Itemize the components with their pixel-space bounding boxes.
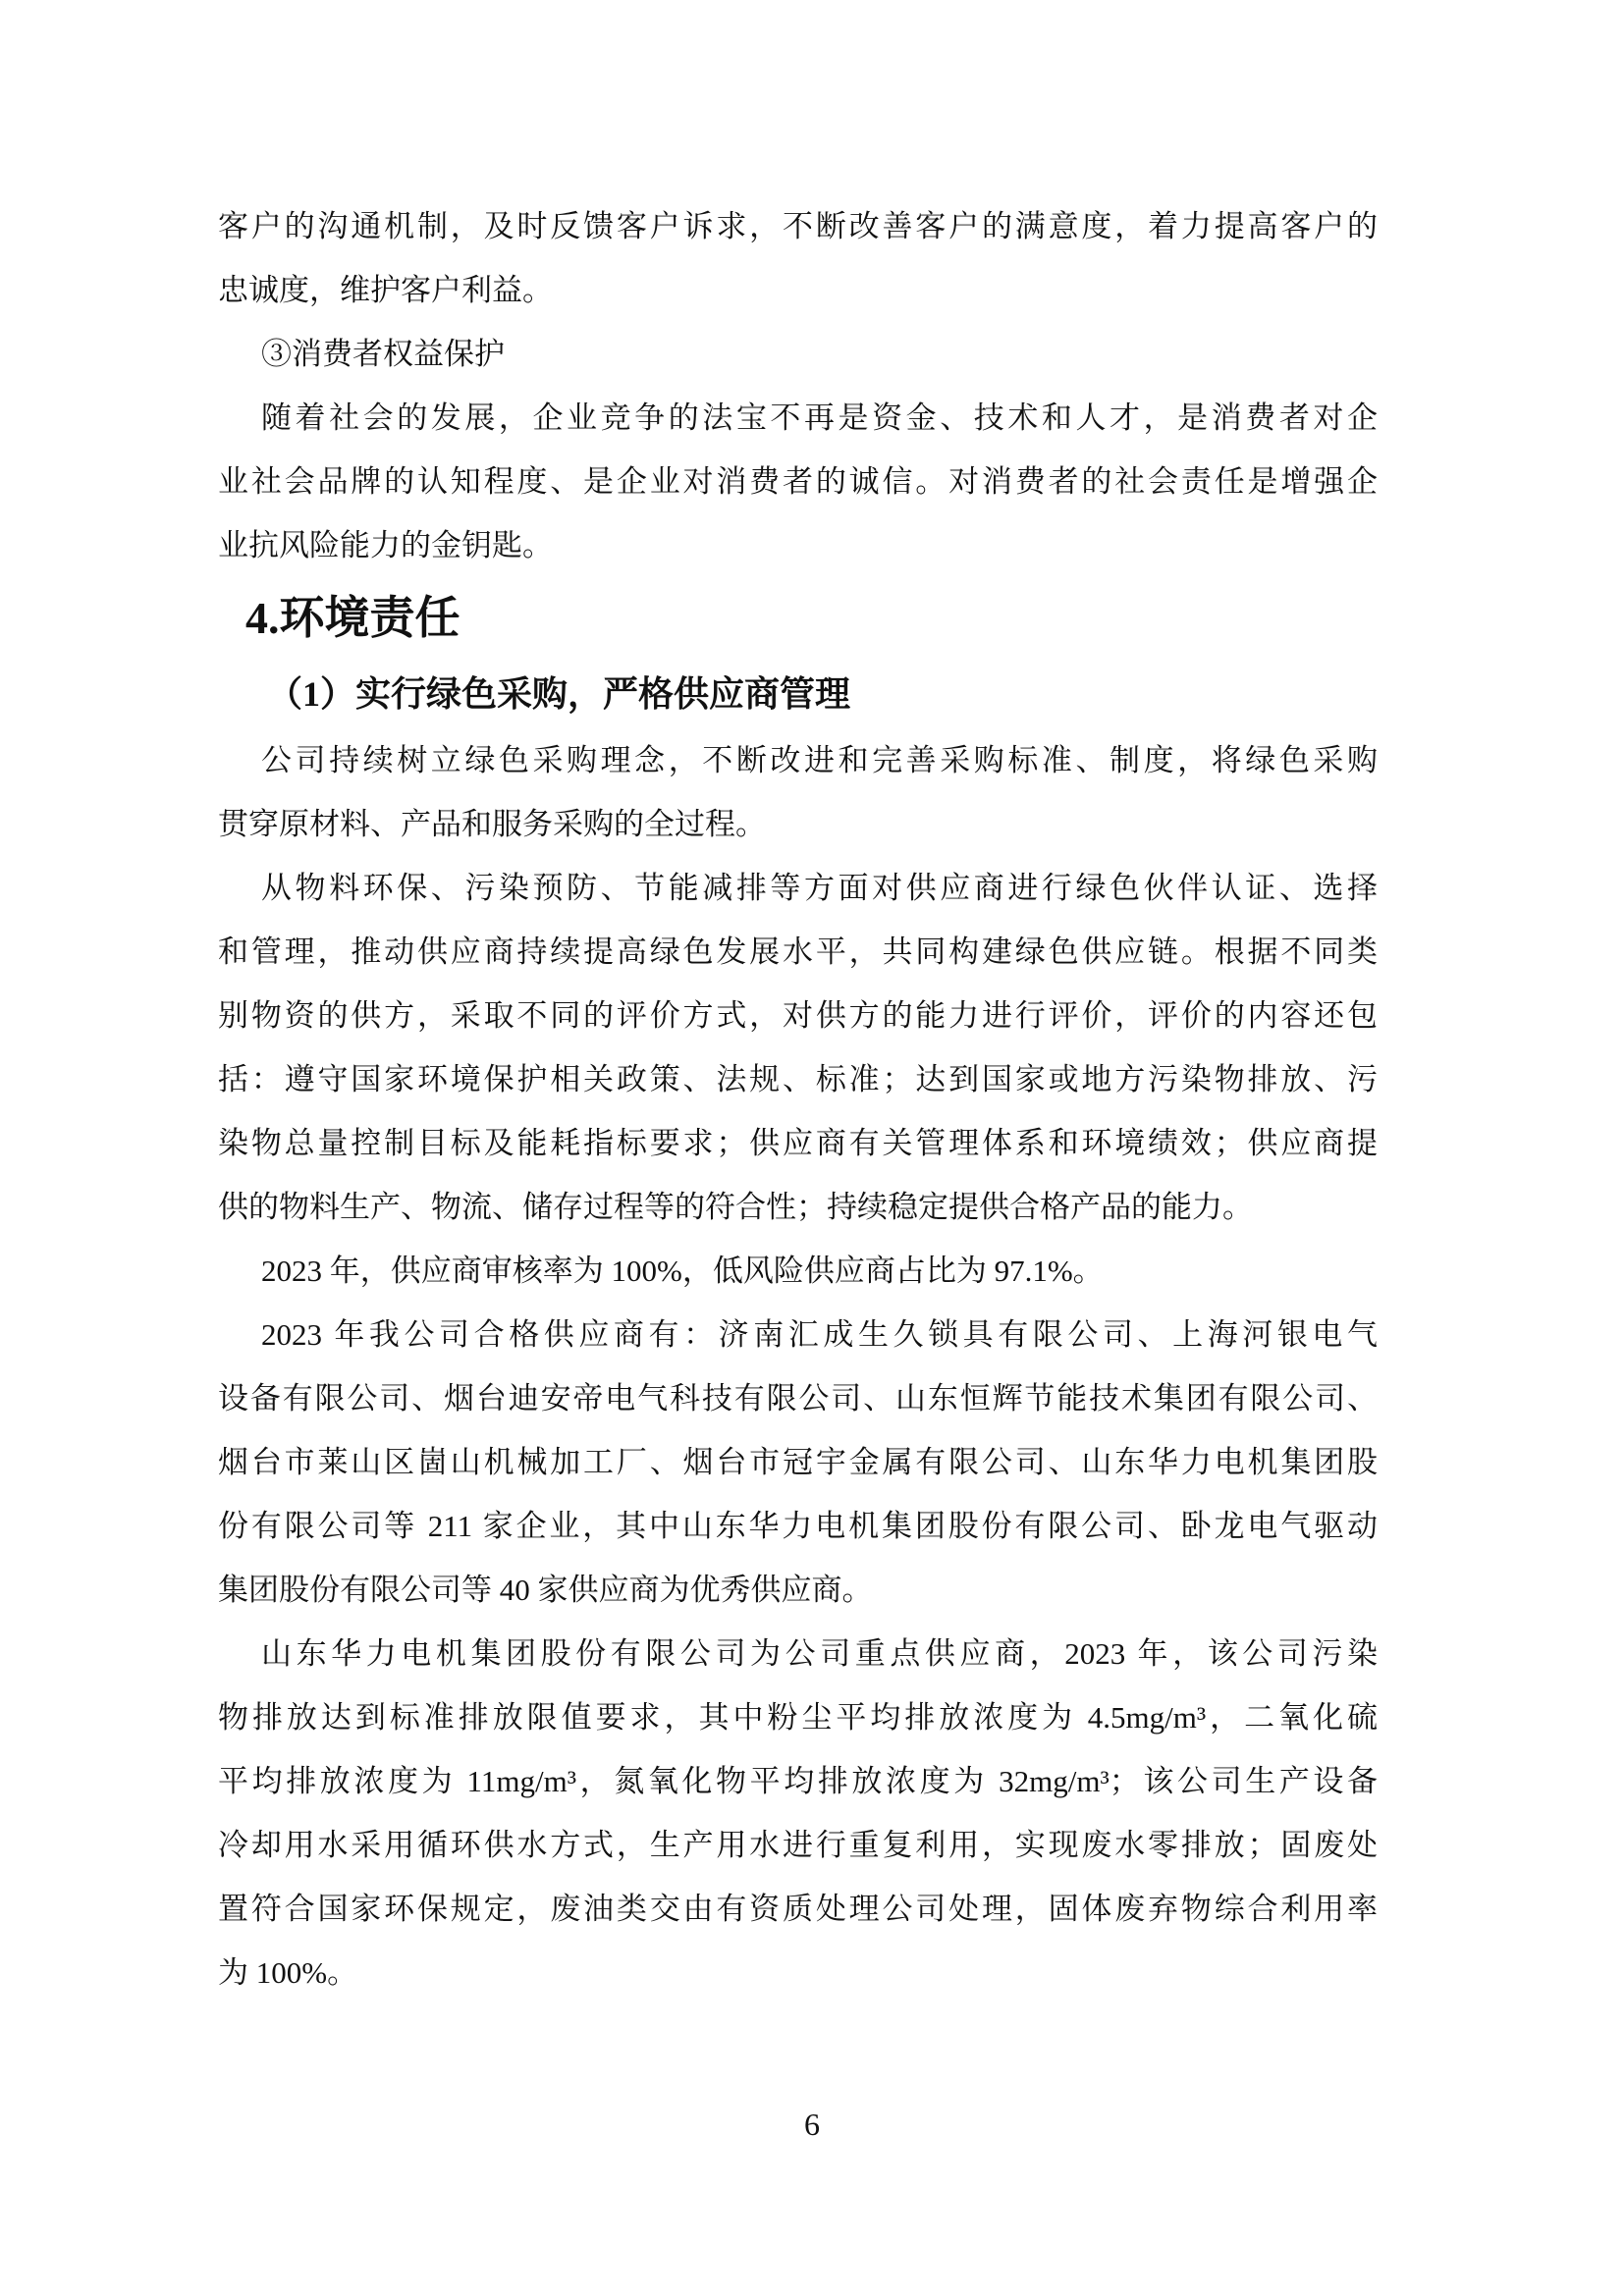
paragraph-line: 设备有限公司、烟台迪安帝电气科技有限公司、山东恒辉节能技术集团有限公司、 [218,1381,1378,1415]
paragraph-line: 别物资的供方，采取不同的评价方式，对供方的能力进行评价，评价的内容还包 [218,998,1378,1033]
paragraph-line: 2023 年，供应商审核率为 100%，低风险供应商占比为 97.1%。 [261,1254,1104,1288]
section-heading: 4.环境责任 [245,593,460,643]
paragraph-line: 置符合国家环保规定，废油类交由有资质处理公司处理，固体废弃物综合利用率 [218,1892,1378,1926]
paragraph-line: 和管理，推动供应商持续提高绿色发展水平，共同构建绿色供应链。根据不同类 [218,934,1378,969]
sub-section-heading: （1）实行绿色采购，严格供应商管理 [267,674,851,714]
paragraph-line: 忠诚度，维护客户利益。 [218,273,553,307]
paragraph-line: 冷却用水采用循环供水方式，生产用水进行重复利用，实现废水零排放；固废处 [218,1828,1378,1862]
paragraph-line: 份有限公司等 211 家企业，其中山东华力电机集团股份有限公司、卧龙电气驱动 [218,1509,1378,1543]
paragraph-line: 集团股份有限公司等 40 家供应商为优秀供应商。 [218,1573,873,1607]
paragraph-line: 随着社会的发展，企业竞争的法宝不再是资金、技术和人才，是消费者对企 [261,400,1378,435]
document-content [218,194,1378,2004]
paragraph-line: 公司持续树立绿色采购理念，不断改进和完善采购标准、制度，将绿色采购 [261,743,1378,777]
paragraph-line: ③消费者权益保护 [261,337,505,371]
paragraph-line: 烟台市莱山区崮山机械加工厂、烟台市冠宇金属有限公司、山东华力电机集团股 [218,1445,1378,1479]
paragraph-line: 贯穿原材料、产品和服务采购的全过程。 [218,807,766,841]
paragraph-line: 业社会品牌的认知程度、是企业对消费者的诚信。对消费者的社会责任是增强企 [218,464,1378,499]
page-footer [0,2101,1624,2148]
paragraph-line: 平均排放浓度为 11mg/m³，氮氧化物平均排放浓度为 32mg/m³；该公司生产设备 [218,1764,1378,1798]
paragraph-line: 2023 年我公司合格供应商有：济南汇成生久锁具有限公司、上海河银电气 [261,1317,1378,1352]
paragraph-line: 物排放达到标准排放限值要求，其中粉尘平均排放浓度为 4.5mg/m³，二氧化硫 [218,1700,1378,1735]
paragraph-line: 山东华力电机集团股份有限公司为公司重点供应商，2023 年，该公司污染 [261,1636,1378,1671]
paragraph-line: 客户的沟通机制，及时反馈客户诉求，不断改善客户的满意度，着力提高客户的 [218,209,1378,243]
page-number: 6 [804,2107,820,2142]
paragraph-line: 为 100%。 [218,1955,358,1990]
paragraph-line: 染物总量控制目标及能耗指标要求；供应商有关管理体系和环境绩效；供应商提 [218,1126,1378,1160]
paragraph-line: 括：遵守国家环境保护相关政策、法规、标准；达到国家或地方污染物排放、污 [218,1062,1378,1096]
paragraph-line: 业抗风险能力的金钥匙。 [218,528,553,562]
paragraph-line: 从物料环保、污染预防、节能减排等方面对供应商进行绿色伙伴认证、选择 [261,871,1378,905]
paragraph-line: 供的物料生产、物流、储存过程等的符合性；持续稳定提供合格产品的能力。 [218,1190,1253,1224]
